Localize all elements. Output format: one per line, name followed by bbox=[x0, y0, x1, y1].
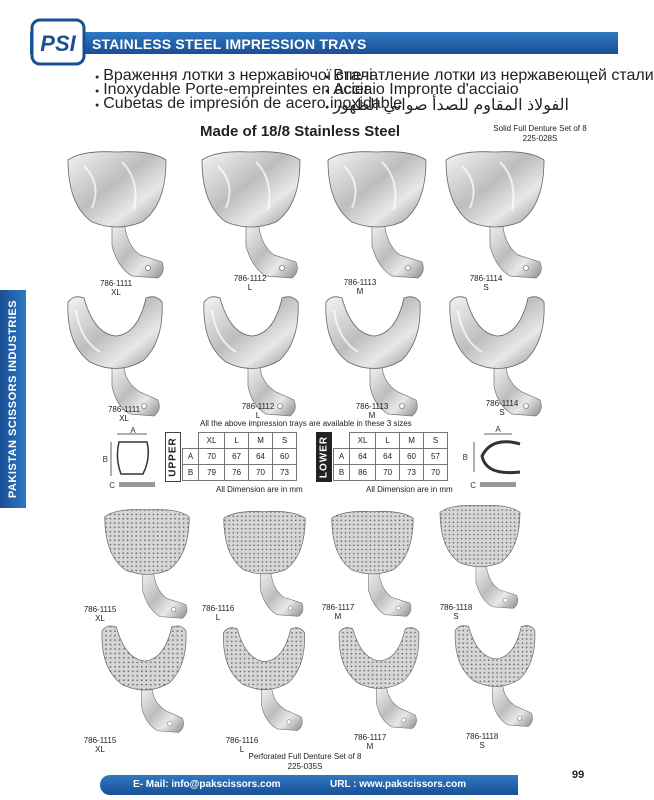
code-solid-lower-s: 786-1114 S bbox=[485, 399, 519, 417]
code-perf-lower-l: 786-1116 L bbox=[225, 736, 259, 754]
code-perf-lower-s: 786-1118 S bbox=[465, 732, 499, 750]
svg-text:B: B bbox=[462, 453, 468, 462]
upper-dimension-note: All Dimension are in mm bbox=[216, 485, 303, 494]
perforated-set-note: Perforated Full Denture Set of 8 225-035S bbox=[248, 752, 362, 771]
bullet-ar: ● الفولاذ المقاوم للصدأ صواني الظهور bbox=[325, 95, 569, 115]
perforated-upper-tray-l bbox=[212, 510, 317, 618]
code-perf-upper-xl: 786-1115 XL bbox=[83, 605, 117, 623]
solid-upper-tray-xl bbox=[62, 150, 172, 280]
perforated-lower-tray-l bbox=[210, 622, 318, 734]
solid-upper-tray-m bbox=[322, 150, 432, 280]
perforated-upper-tray-xl bbox=[92, 508, 202, 620]
perforated-upper-tray-s bbox=[432, 504, 528, 610]
footer-email[interactable]: E- Mail: info@pakscissors.com bbox=[133, 779, 281, 790]
code-solid-upper-xl: 786-1111 XL bbox=[99, 279, 133, 297]
side-label: PAKISTAN SCISSORS INDUSTRIES bbox=[7, 299, 19, 499]
code-solid-upper-l: 786-1112 L bbox=[233, 274, 267, 292]
solid-upper-tray-l bbox=[196, 150, 306, 280]
lower-jaw-label: LOWER bbox=[316, 432, 332, 482]
bullet-es: ● Cubetas de impresión de acero inoxidable bbox=[95, 95, 402, 113]
lower-dimension-note: All Dimension are in mm bbox=[366, 485, 453, 494]
svg-text:A: A bbox=[495, 425, 501, 434]
perforated-upper-tray-m bbox=[320, 510, 425, 618]
perforated-lower-tray-xl bbox=[88, 620, 200, 736]
svg-text:B: B bbox=[102, 455, 108, 464]
code-solid-lower-l: 786-1112 L bbox=[241, 402, 275, 420]
svg-text:A: A bbox=[130, 426, 136, 435]
code-perf-upper-m: 786-1117 M bbox=[321, 603, 355, 621]
solid-set-line2: 225-028S bbox=[522, 134, 558, 143]
solid-lower-tray-m bbox=[318, 290, 428, 420]
code-perf-lower-xl: 786-1115 XL bbox=[83, 736, 117, 754]
perforated-lower-tray-s bbox=[446, 620, 544, 730]
solid-upper-tray-s bbox=[440, 150, 550, 280]
psi-logo bbox=[30, 18, 86, 66]
code-perf-lower-m: 786-1117 M bbox=[353, 733, 387, 751]
svg-text:C: C bbox=[109, 481, 115, 490]
code-perf-upper-l: 786-1116 L bbox=[201, 604, 235, 622]
upper-jaw-label: UPPER bbox=[165, 432, 181, 482]
code-perf-upper-s: 786-1118 S bbox=[439, 603, 473, 621]
page-number: 99 bbox=[572, 769, 585, 781]
footer-url[interactable]: URL : www.pakscissors.com bbox=[330, 779, 467, 790]
sizes-note: All the above impression trays are available in these 3 sizes bbox=[200, 419, 412, 428]
bullet-fr: ● Inoxydable Porte-empreintes en acier bbox=[95, 81, 369, 99]
solid-lower-tray-xl bbox=[60, 290, 170, 420]
code-solid-lower-m: 786-1113 M bbox=[355, 402, 389, 420]
code-solid-upper-s: 786-1114 S bbox=[469, 274, 503, 292]
bullet-it: ● Acciaio Impronte d'acciaio bbox=[325, 81, 519, 99]
bullet-ru: ● Впечатление лотки из нержавеющей стали bbox=[325, 67, 654, 85]
bullet-ua: ● Враження лотки з нержавіючої сталі bbox=[95, 67, 373, 85]
code-solid-upper-m: 786-1113 M bbox=[343, 278, 377, 296]
code-solid-lower-xl: 786-1111 XL bbox=[107, 405, 141, 423]
svg-text:C: C bbox=[470, 481, 476, 490]
logo-text: PSI bbox=[40, 31, 76, 56]
lower-dimension-table: XL L M S A 64 64 60 57 B 86 70 73 70 bbox=[333, 432, 448, 481]
page-title: STAINLESS STEEL IMPRESSION TRAYS bbox=[92, 36, 367, 52]
lower-dimension-diagram bbox=[462, 424, 526, 490]
upper-dimension-table: XL L M S A 70 67 64 60 B 79 76 70 73 bbox=[182, 432, 297, 481]
solid-set-note bbox=[480, 124, 600, 144]
material-heading: Made of 18/8 Stainless Steel bbox=[200, 123, 401, 140]
solid-lower-tray-l bbox=[196, 290, 306, 420]
solid-set-line1: Solid Full Denture Set of 8 bbox=[493, 124, 587, 133]
perforated-lower-tray-m bbox=[326, 622, 432, 732]
upper-dimension-diagram bbox=[103, 428, 158, 490]
